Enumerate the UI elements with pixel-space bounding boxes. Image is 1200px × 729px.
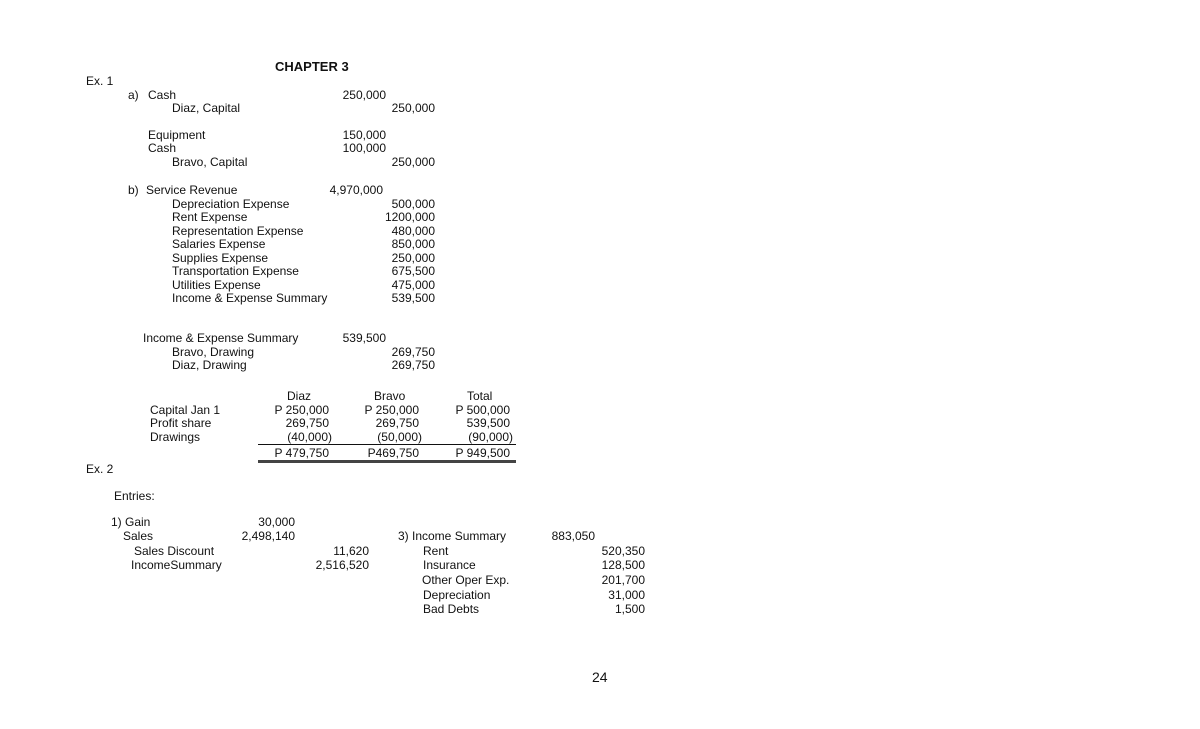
entry-b1-credit-account: Utilities Expense <box>172 278 261 292</box>
entry-b1-credit-amount: 480,000 <box>391 224 435 238</box>
capital-table-cell: 539,500 <box>466 416 510 430</box>
entry-b1-credit-account: Supplies Expense <box>172 251 269 265</box>
entry-3-credit-amount: 31,000 <box>608 588 645 602</box>
capital-table-cell: P 250,000 <box>364 403 419 417</box>
entry-b1-credit-account: Salaries Expense <box>172 237 266 251</box>
capital-table-row-label: Drawings <box>150 430 201 444</box>
entry-b2-debit-amount: 539,500 <box>342 331 386 345</box>
entry-a2-debit2-account: Cash <box>148 141 177 155</box>
entry-b1-debit-amount: 4,970,000 <box>329 183 383 197</box>
entry-1-debit2-amount: 2,498,140 <box>241 529 295 543</box>
exercise-2-label: Ex. 2 <box>86 462 114 476</box>
entry-b1-credit-account: Income & Expense Summary <box>172 291 328 305</box>
entry-b2-debit-account: Income & Expense Summary <box>143 331 299 345</box>
entry-3-credit-account: Insurance <box>423 558 476 572</box>
entry-3-debit-amount: 883,050 <box>551 529 595 543</box>
entry-1-debit1-account: 1) Gain <box>111 515 151 529</box>
entry-a2-debit2-amount: 100,000 <box>342 141 386 155</box>
entry-1-debit1-amount: 30,000 <box>258 515 295 529</box>
entry-3-credit-account: Rent <box>423 544 449 558</box>
entry-a2-debit1-amount: 150,000 <box>342 128 386 142</box>
capital-table-cell: P 500,000 <box>455 403 510 417</box>
capital-table-row-label: Profit share <box>150 416 212 430</box>
entry-b1-credit-account: Depreciation Expense <box>172 197 290 211</box>
capital-table-row-label: Capital Jan 1 <box>150 403 221 417</box>
entry-b2-credit-amount: 269,750 <box>391 345 435 359</box>
capital-table-total: P 949,500 <box>455 446 510 460</box>
entry-b1-debit-account: Service Revenue <box>146 183 238 197</box>
chapter-title: CHAPTER 3 <box>275 59 349 74</box>
entry-b2-credit-account: Bravo, Drawing <box>172 345 255 359</box>
entry-1-credit1-amount: 11,620 <box>333 544 369 558</box>
entry-b2-credit-amount: 269,750 <box>391 358 435 372</box>
capital-table-header-bravo: Bravo <box>374 389 406 403</box>
entry-a1-credit-account: Diaz, Capital <box>172 101 241 115</box>
entry-b1-credit-amount: 850,000 <box>391 237 435 251</box>
capital-table-total: P 479,750 <box>274 446 329 460</box>
entry-a2-credit-account: Bravo, Capital <box>172 155 248 169</box>
capital-table-subtotal-rule <box>258 444 516 445</box>
exercise-1-label: Ex. 1 <box>86 74 114 88</box>
capital-table-total: P469,750 <box>367 446 419 460</box>
entry-b2-credit-account: Diaz, Drawing <box>172 358 247 372</box>
entry-b1-credit-amount: 500,000 <box>391 197 435 211</box>
entry-b1-credit-amount: 1200,000 <box>384 210 435 224</box>
entry-b1-credit-amount: 675,500 <box>391 264 435 278</box>
entry-1-credit1-account: Sales Discount <box>134 544 215 558</box>
entry-b1-credit-amount: 475,000 <box>391 278 435 292</box>
entry-a1-debit-account: Cash <box>148 88 177 102</box>
capital-table-total-double-rule <box>258 460 516 463</box>
capital-table-cell: 269,750 <box>375 416 419 430</box>
entry-3-credit-account: Depreciation <box>423 588 491 602</box>
entry-b1-credit-amount: 250,000 <box>391 251 435 265</box>
entry-a-marker: a) <box>128 88 139 102</box>
capital-table-header-total: Total <box>467 389 493 403</box>
entry-a1-debit-amount: 250,000 <box>342 88 386 102</box>
capital-table-cell: (90,000) <box>468 430 513 444</box>
capital-table-header-diaz: Diaz <box>287 389 312 403</box>
entry-3-credit-amount: 1,500 <box>614 602 645 616</box>
entry-3-credit-amount: 520,350 <box>601 544 645 558</box>
entry-b1-credit-amount: 539,500 <box>391 291 435 305</box>
entry-1-credit2-amount: 2,516,520 <box>315 558 369 572</box>
entry-3-credit-amount: 128,500 <box>601 558 645 572</box>
entry-3-credit-account: Bad Debts <box>423 602 480 616</box>
entry-b1-credit-account: Representation Expense <box>172 224 304 238</box>
capital-table-cell: P 250,000 <box>274 403 329 417</box>
capital-table-cell: (50,000) <box>377 430 422 444</box>
entry-b1-credit-account: Rent Expense <box>172 210 248 224</box>
entry-b-marker: b) <box>128 183 139 197</box>
capital-table-cell: 269,750 <box>285 416 329 430</box>
entry-1-credit2-account: IncomeSummary <box>131 558 222 572</box>
entry-3-credit-account: Other Oper Exp. <box>422 573 510 587</box>
entries-label: Entries: <box>114 489 155 503</box>
entry-a2-debit1-account: Equipment <box>148 128 206 142</box>
page-number: 24 <box>592 669 608 685</box>
entry-3-debit-account: 3) Income Summary <box>398 529 507 543</box>
entry-b1-credit-account: Transportation Expense <box>172 264 299 278</box>
entry-a1-credit-amount: 250,000 <box>391 101 435 115</box>
entry-1-debit2-account: Sales <box>123 529 154 543</box>
entry-3-credit-amount: 201,700 <box>601 573 645 587</box>
entry-a2-credit-amount: 250,000 <box>391 155 435 169</box>
capital-table-cell: (40,000) <box>287 430 332 444</box>
